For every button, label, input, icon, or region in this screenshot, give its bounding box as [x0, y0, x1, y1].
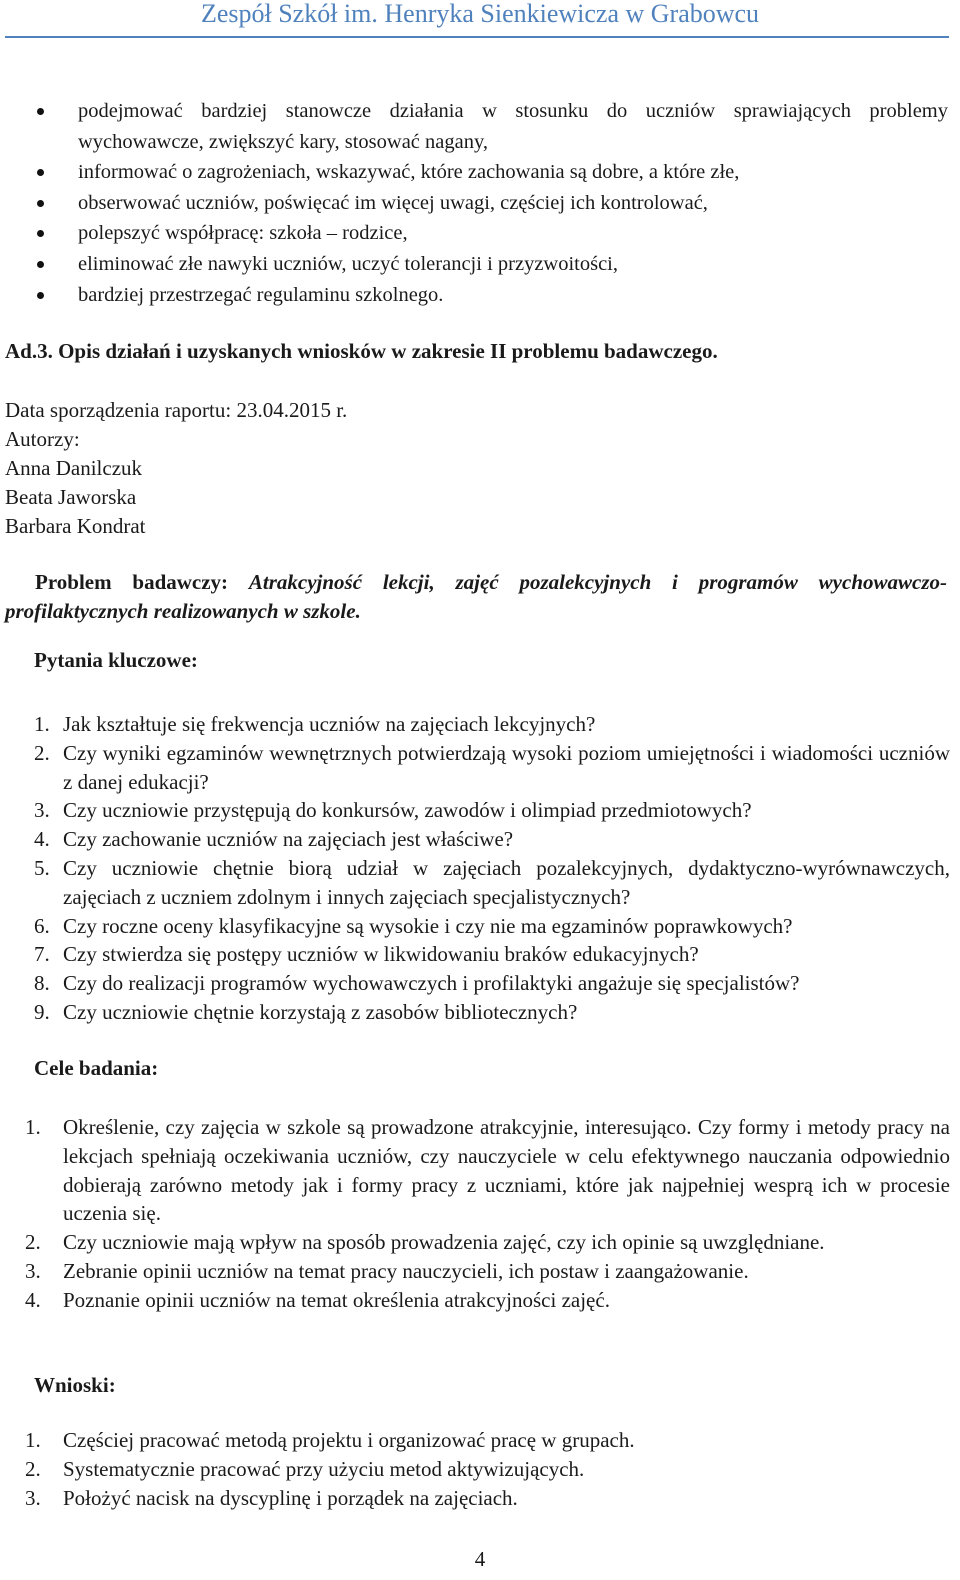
bullet-item: polepszyć współpracę: szkoła – rodzice,	[0, 218, 960, 249]
list-item: 6. Czy roczne oceny klasyfikacyjne są wysokie i czy nie ma egzaminów poprawkowych?	[34, 913, 793, 938]
authors-label: Autorzy:	[5, 427, 80, 451]
list-item: 1. Częściej pracować metodą projektu i organizować pracę w grupach.	[25, 1428, 635, 1452]
list-item: 4. Czy zachowanie uczniów na zajęciach jest właściwe?	[34, 827, 514, 852]
list-item: 1. Jak kształtuje się frekwencja uczniów na zajęciach lekcyjnych?	[34, 712, 596, 736]
list-item: 2. Systematycznie pracować przy użyciu metod aktywizujących.	[25, 1456, 585, 1481]
bullet-item: podejmować bardziej stanowcze działania w stosunku do uczniów sprawiających problemy wychowawcze, zwiększyć kary, stosować nagany,	[0, 96, 960, 157]
list-item: 1. Określenie, czy zajęcia w szkole są prowadzone atrakcyjnie, interesująco. Czy formy i metody pracy na lekcjach spełniają oczekiwania uczniów, czy nauczyciele w celu efektywnego nauczania odpowiednio dobierają zarówno metody jak i formy pracy z uczniami, które jak najpełniej wesprą ich w procesie uczenia się.	[25, 1115, 950, 1226]
list-item: 3. Zebranie opinii uczniów na temat pracy nauczycieli, ich postaw i zaangażowanie.	[25, 1258, 749, 1283]
list-item: 2. Czy wyniki egzaminów wewnętrznych potwierdzają wysoki poziom umiejętności i wiadomości uczniów z danej edukacji?	[34, 740, 950, 794]
problem-label: Problem badawczy:	[35, 570, 229, 594]
list-item: 3. Czy uczniowie przystępują do konkursów, zawodów i olimpiad przedmiotowych?	[34, 798, 752, 823]
bullet-item: obserwować uczniów, poświęcać im więcej uwagi, częściej ich kontrolować,	[0, 188, 960, 219]
list-item: 4. Poznanie opinii uczniów na temat określenia atrakcyjności zajęć.	[25, 1287, 610, 1312]
list-item: 2. Czy uczniowie mają wpływ na sposób prowadzenia zajęć, czy ich opinie są uwzględniane.	[25, 1230, 825, 1255]
research-goals-list	[0, 1113, 950, 1315]
research-goals-heading: Cele badania:	[34, 1056, 159, 1080]
list-item: 3. Położyć nacisk na dyscyplinę i porządek na zajęciach.	[25, 1485, 518, 1510]
conclusions-heading: Wnioski:	[34, 1373, 116, 1397]
author-name: Anna Danilczuk	[5, 456, 143, 480]
bullet-item: bardziej przestrzegać regulaminu szkolnego.	[0, 280, 960, 311]
section-heading: Ad.3. Opis działań i uzyskanych wniosków w zakresie II problemu badawczego.	[5, 339, 718, 363]
list-item: 7. Czy stwierdza się postępy uczniów w likwidowaniu braków edukacyjnych?	[34, 942, 699, 967]
header-divider	[5, 36, 949, 38]
key-questions-list	[0, 710, 950, 1027]
recommendations-bullet-list	[0, 96, 960, 310]
report-meta	[5, 396, 347, 541]
school-title: Zespół Szkół im. Henryka Sienkiewicza w Grabowcu	[200, 0, 760, 28]
key-questions-heading: Pytania kluczowe:	[34, 648, 198, 672]
author-name: Beata Jaworska	[5, 485, 137, 509]
list-item: 5. Czy uczniowie chętnie biorą udział w zajęciach pozalekcyjnych, dydaktyczno-wyrównawczych, zajęciach z uczniem zdolnym i innych zajęciach specjalistycznych?	[34, 855, 950, 909]
research-problem	[5, 568, 947, 626]
report-date: Data sporządzenia raportu: 23.04.2015 r.	[5, 398, 348, 422]
list-item: 8. Czy do realizacji programów wychowawczych i profilaktyki angażuje się specjalistów?	[34, 971, 800, 996]
problem-topic: Atrakcyjność lekcji, zajęć pozalekcyjnych i programów wychowawczo- profilaktycznych realizowanych w szkole.	[5, 570, 947, 623]
bullet-item: informować o zagrożeniach, wskazywać, które zachowania są dobre, a które złe,	[0, 157, 960, 188]
list-item: 9. Czy uczniowie chętnie korzystają z zasobów bibliotecznych?	[34, 999, 578, 1024]
author-name: Barbara Kondrat	[5, 514, 146, 538]
conclusions-list	[0, 1426, 950, 1512]
page-number: 4	[474, 1547, 486, 1571]
page-header	[0, 0, 960, 40]
bullet-item: eliminować złe nawyki uczniów, uczyć tolerancji i przyzwoitości,	[0, 249, 960, 280]
